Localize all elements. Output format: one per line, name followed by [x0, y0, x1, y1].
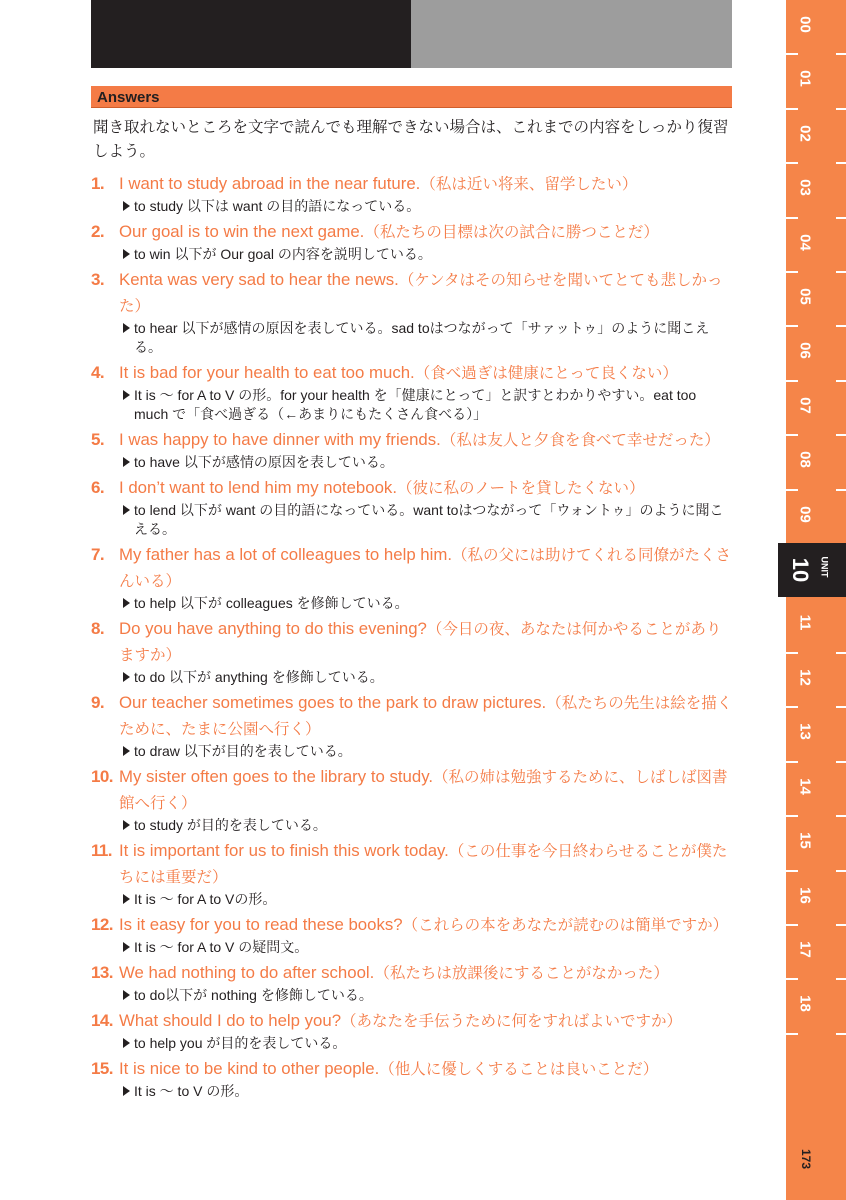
answer-japanese: （私の父には助けてくれる同僚がたくさんいる）	[119, 546, 732, 590]
answer-english: Do you have anything to do this evening?	[119, 619, 427, 638]
unit-tab-11[interactable]: 11	[796, 614, 814, 631]
answer-english: I want to study abroad in the near future.	[119, 174, 421, 193]
bullet-triangle-icon	[123, 201, 130, 211]
bullet-triangle-icon	[123, 598, 130, 608]
answer-english: Our goal is to win the next game.	[119, 222, 365, 241]
answer-japanese: （私は友人と夕食を食べて幸せだった）	[440, 431, 720, 449]
answer-item-2	[91, 219, 734, 264]
answer-japanese: （他人に優しくすることは良いことだ）	[379, 1060, 659, 1078]
answer-item-15	[91, 1056, 734, 1101]
answer-number: 10.	[91, 767, 113, 786]
tab-divider	[836, 978, 846, 980]
answer-number: 13.	[91, 963, 113, 982]
answer-english: Is it easy for you to read these books?	[119, 915, 403, 934]
answer-note: to hear 以下が感情の原因を表している。sad toはつながって「サァットゥ」のように聞こえる。	[134, 320, 710, 355]
bullet-triangle-icon	[123, 746, 130, 756]
tab-divider	[786, 325, 798, 327]
answer-number: 6.	[91, 478, 104, 497]
answer-item-8	[91, 616, 734, 687]
answer-list	[91, 171, 734, 1104]
answer-item-7	[91, 542, 734, 613]
answer-number: 1.	[91, 174, 104, 193]
answer-note: to study 以下は want の目的語になっている。	[134, 198, 421, 214]
answer-english: It is nice to be kind to other people.	[119, 1059, 380, 1078]
answer-english: Our teacher sometimes goes to the park to draw pictures.	[119, 693, 547, 712]
answer-japanese: （この仕事を今日終わらせることが僕たちには重要だ）	[119, 842, 728, 886]
bullet-triangle-icon	[123, 942, 130, 952]
answer-japanese: （私の姉は勉強するために、しばしば図書館へ行く）	[119, 768, 728, 812]
tab-divider	[786, 924, 798, 926]
answer-english: My sister often goes to the library to study.	[119, 767, 434, 786]
tab-divider	[786, 217, 798, 219]
answer-note: It is ～ for A to V の形。for your health を「健康にとって」と訳すとわかりやすい。eat too much で「食べ過ぎる（←あまりにもたくさん食べる）」	[134, 387, 697, 422]
tab-divider	[786, 652, 798, 654]
unit-tab-15[interactable]: 15	[796, 832, 814, 849]
answer-number: 7.	[91, 545, 104, 564]
active-unit-label: UNIT	[819, 556, 830, 578]
tab-divider	[786, 380, 798, 382]
unit-tab-13[interactable]: 13	[796, 723, 814, 740]
answer-item-13	[91, 960, 734, 1005]
tab-divider	[836, 870, 846, 872]
tab-divider	[836, 325, 846, 327]
answer-item-1	[91, 171, 734, 216]
unit-tab-09[interactable]: 09	[796, 506, 814, 523]
tab-divider	[786, 489, 798, 491]
answer-japanese: （ケンタはその知らせを聞いてとても悲しかった）	[119, 271, 723, 315]
answer-japanese: （あなたを手伝うために何をすればよいですか）	[341, 1012, 683, 1030]
bullet-triangle-icon	[123, 1086, 130, 1096]
answer-number: 8.	[91, 619, 104, 638]
bullet-triangle-icon	[123, 820, 130, 830]
answer-note: It is ～ for A to V の疑問文。	[134, 939, 309, 955]
tab-divider	[836, 706, 846, 708]
unit-tab-14[interactable]: 14	[796, 778, 814, 795]
unit-tab-04[interactable]: 04	[796, 234, 814, 251]
answer-english: I was happy to have dinner with my friends.	[119, 430, 441, 449]
unit-tab-01[interactable]: 01	[796, 70, 814, 87]
tab-divider	[836, 815, 846, 817]
answer-english: Kenta was very sad to hear the news.	[119, 270, 399, 289]
tab-divider	[836, 489, 846, 491]
answer-number: 3.	[91, 270, 104, 289]
tab-divider	[836, 434, 846, 436]
unit-tab-10-active[interactable]	[778, 543, 846, 597]
bullet-triangle-icon	[123, 505, 130, 515]
answer-number: 11.	[91, 841, 112, 860]
unit-tab-05[interactable]: 05	[796, 288, 814, 305]
active-unit-number: 10	[788, 557, 814, 583]
unit-tab-07[interactable]: 07	[796, 397, 814, 414]
answer-item-4	[91, 360, 734, 424]
answer-note: to do以下が nothing を修飾している。	[134, 987, 373, 1003]
bullet-triangle-icon	[123, 323, 130, 333]
tab-divider	[836, 108, 846, 110]
section-title-bar: Answers	[91, 86, 732, 108]
answer-number: 12.	[91, 915, 113, 934]
bullet-triangle-icon	[123, 990, 130, 1000]
answer-note: to win 以下が Our goal の内容を説明している。	[134, 246, 432, 262]
page-number: 173	[799, 1148, 814, 1170]
tab-divider	[786, 1033, 798, 1035]
answer-item-12	[91, 912, 734, 957]
tab-divider	[786, 162, 798, 164]
answer-note: to lend 以下が want の目的語になっている。want toはつながって「ウォントゥ」のように聞こえる。	[134, 502, 724, 537]
tab-divider	[836, 761, 846, 763]
tab-divider	[786, 761, 798, 763]
answer-japanese: （食べ過ぎは健康にとって良くない）	[414, 364, 678, 382]
unit-index-sidebar	[786, 0, 846, 1200]
answer-item-14	[91, 1008, 734, 1053]
bullet-triangle-icon	[123, 894, 130, 904]
answer-note: to study が目的を表している。	[134, 817, 327, 833]
answer-note: It is ～ to V の形。	[134, 1083, 249, 1099]
answer-note: It is ～ for A to Vの形。	[134, 891, 277, 907]
answer-number: 15.	[91, 1059, 113, 1078]
answer-item-11	[91, 838, 734, 909]
unit-tab-06[interactable]: 06	[796, 342, 814, 359]
tab-divider	[836, 1033, 846, 1035]
tab-divider	[836, 53, 846, 55]
unit-tab-16[interactable]: 16	[796, 887, 814, 904]
tab-divider	[836, 380, 846, 382]
unit-tab-08[interactable]: 08	[796, 451, 814, 468]
tab-divider	[786, 706, 798, 708]
answer-number: 2.	[91, 222, 104, 241]
answer-english: It is bad for your health to eat too much.	[119, 363, 415, 382]
tab-divider	[786, 870, 798, 872]
unit-tab-12[interactable]: 12	[796, 669, 814, 686]
bullet-triangle-icon	[123, 457, 130, 467]
answer-note: to help you が目的を表している。	[134, 1035, 347, 1051]
answer-number: 9.	[91, 693, 104, 712]
answer-item-5	[91, 427, 734, 472]
answer-item-6	[91, 475, 734, 539]
answer-english: It is important for us to finish this work today.	[119, 841, 449, 860]
bullet-triangle-icon	[123, 1038, 130, 1048]
answer-japanese: （私たちの目標は次の試合に勝つことだ）	[364, 223, 659, 241]
bullet-triangle-icon	[123, 390, 130, 400]
unit-tab-18[interactable]: 18	[796, 995, 814, 1012]
tab-divider	[786, 434, 798, 436]
answer-japanese: （彼に私のノートを貸したくない）	[396, 479, 645, 497]
tab-divider	[836, 162, 846, 164]
answer-number: 14.	[91, 1011, 113, 1030]
tab-divider	[786, 271, 798, 273]
answer-note: to help 以下が colleagues を修飾している。	[134, 595, 409, 611]
answer-number: 4.	[91, 363, 104, 382]
intro-text: 聞き取れないところを文字で読んでも理解できない場合は、これまでの内容をしっかり復習しよう。	[93, 118, 729, 160]
tab-divider	[836, 217, 846, 219]
answer-japanese: （今日の夜、あなたは何かやることがありますか）	[119, 620, 722, 664]
answer-item-10	[91, 764, 734, 835]
bullet-triangle-icon	[123, 672, 130, 682]
answer-english: What should I do to help you?	[119, 1011, 342, 1030]
tab-divider	[786, 53, 798, 55]
answer-number: 5.	[91, 430, 104, 449]
header-dark-block	[91, 0, 411, 68]
answer-japanese: （私たちの先生は絵を描くために、たまに公園へ行く）	[119, 694, 733, 738]
answer-english: My father has a lot of colleagues to help him.	[119, 545, 453, 564]
unit-tab-00[interactable]: 00	[796, 16, 814, 33]
answer-item-9	[91, 690, 734, 761]
answer-note: to draw 以下が目的を表している。	[134, 743, 352, 759]
answer-japanese: （これらの本をあなたが読むのは簡単ですか）	[402, 916, 729, 934]
unit-tab-02[interactable]: 02	[796, 125, 814, 142]
tab-divider	[786, 108, 798, 110]
answer-note: to have 以下が感情の原因を表している。	[134, 454, 394, 470]
bullet-triangle-icon	[123, 249, 130, 259]
tab-divider	[786, 815, 798, 817]
tab-divider	[836, 652, 846, 654]
tab-divider	[786, 978, 798, 980]
unit-tab-17[interactable]: 17	[796, 941, 814, 958]
answer-japanese: （私たちは放課後にすることがなかった）	[374, 964, 669, 982]
answer-item-3	[91, 267, 734, 357]
answer-english: We had nothing to do after school.	[119, 963, 375, 982]
answer-japanese: （私は近い将来、留学したい）	[420, 175, 638, 193]
header-gray-block	[411, 0, 732, 68]
answer-note: to do 以下が anything を修飾している。	[134, 669, 384, 685]
tab-divider	[836, 924, 846, 926]
tab-divider	[836, 271, 846, 273]
answer-english: I don’t want to lend him my notebook.	[119, 478, 397, 497]
unit-tab-03[interactable]: 03	[796, 179, 814, 196]
